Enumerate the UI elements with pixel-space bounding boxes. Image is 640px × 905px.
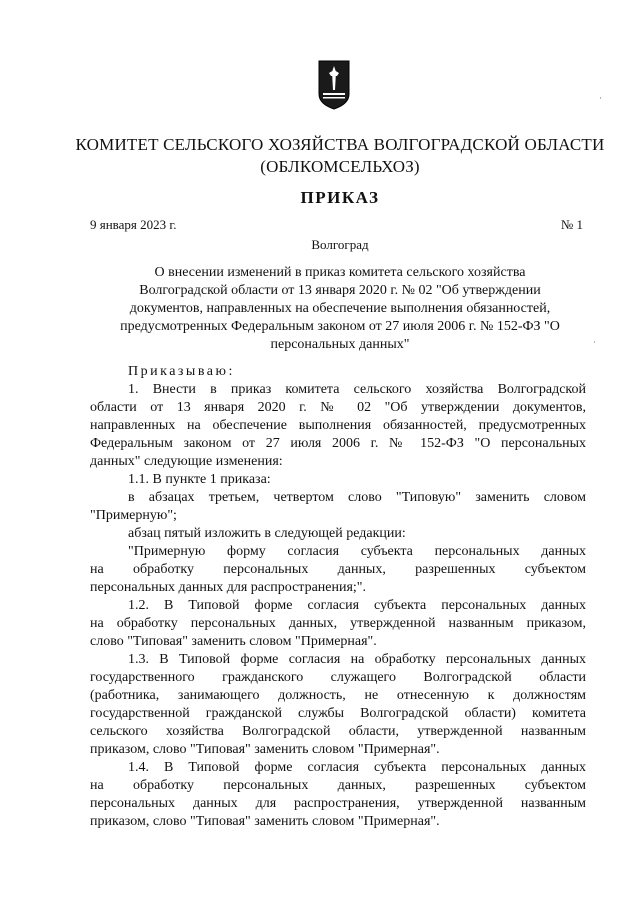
body-line: области от 13 января 2020 г. № 02 "Об утверждении документов, <box>90 400 586 415</box>
scan-speck: · <box>593 337 596 347</box>
body-line: на обработку персональных данных, разрешенных субъектом <box>90 562 586 577</box>
body-line: "Примерную"; <box>90 508 177 523</box>
document-subject <box>90 264 590 354</box>
body-line: в абзацах третьем, четвертом слово "Типовую" заменить словом <box>128 490 586 505</box>
subject-line: Волгоградской области от 13 января 2020 г. № 02 "Об утверждении <box>139 283 541 298</box>
body-line: 1.3. В Типовой форме согласия на обработку персональных данных <box>128 652 586 667</box>
body-line: данных" следующие изменения: <box>90 454 283 469</box>
document-number: № 1 <box>560 217 583 232</box>
document-date: 9 января 2023 г. <box>90 217 177 232</box>
body-line: 1.2. В Типовой форме согласия субъекта персональных данных <box>128 598 586 613</box>
body-line: 1. Внести в приказ комитета сельского хозяйства Волгоградской <box>128 382 586 397</box>
body-line: "Примерную форму согласия субъекта персональных данных <box>128 544 586 559</box>
body-line: сельского хозяйства Волгоградской области, утвержденной названным <box>90 724 586 739</box>
body-line: направленных на обеспечение выполнения обязанностей, предусмотренных <box>90 418 586 433</box>
subject-line: предусмотренных Федеральным законом от 27 июля 2006 г. № 152-ФЗ "О <box>120 319 560 334</box>
body-line: 1.4. В Типовой форме согласия субъекта персональных данных <box>128 760 586 775</box>
body-line: персональных данных для распространения;". <box>90 580 367 595</box>
organization-abbreviation: (ОБЛКОМСЕЛЬХОЗ) <box>260 157 420 176</box>
subject-line: персональных данных" <box>270 337 410 352</box>
body-line: приказом, слово "Типовая" заменить словом "Примерная". <box>90 742 440 757</box>
body-line: Федеральным законом от 27 июля 2006 г. № 152-ФЗ "О персональных <box>90 436 586 451</box>
body-line: абзац пятый изложить в следующей редакции: <box>128 526 406 541</box>
volgograd-coat-of-arms-icon <box>318 60 350 110</box>
subject-line: документов, направленных на обеспечение выполнения обязанностей, <box>129 301 551 316</box>
body-line: персональных данных для распространения, утвержденной названным <box>90 796 586 811</box>
body-line: 1.1. В пункте 1 приказа: <box>128 472 271 487</box>
body-line: (работника, занимающего должность, не отнесенную к должностям <box>90 688 586 703</box>
scan-speck: · <box>599 93 602 103</box>
body-line: на обработку персональных данных, разрешенных субъектом <box>90 778 586 793</box>
subject-line: О внесении изменений в приказ комитета сельского хозяйства <box>154 265 526 280</box>
body-line: государственной гражданской службы Волгоградской области) комитета <box>90 706 586 721</box>
body-line: слово "Типовая" заменить словом "Примерная". <box>90 634 377 649</box>
body-line: государственного гражданского служащего Волгоградской области <box>90 670 586 685</box>
body-line: приказом, слово "Типовая" заменить словом "Примерная". <box>90 814 440 829</box>
document-city: Волгоград <box>311 237 369 252</box>
body-line: на обработку персональных данных, утвержденной названным приказом, <box>90 616 586 631</box>
document-title: ПРИКАЗ <box>300 188 380 207</box>
organization-name: КОМИТЕТ СЕЛЬСКОГО ХОЗЯЙСТВА ВОЛГОГРАДСКОЙ ОБЛАСТИ <box>75 135 605 154</box>
body-line: Приказываю: <box>128 364 235 379</box>
